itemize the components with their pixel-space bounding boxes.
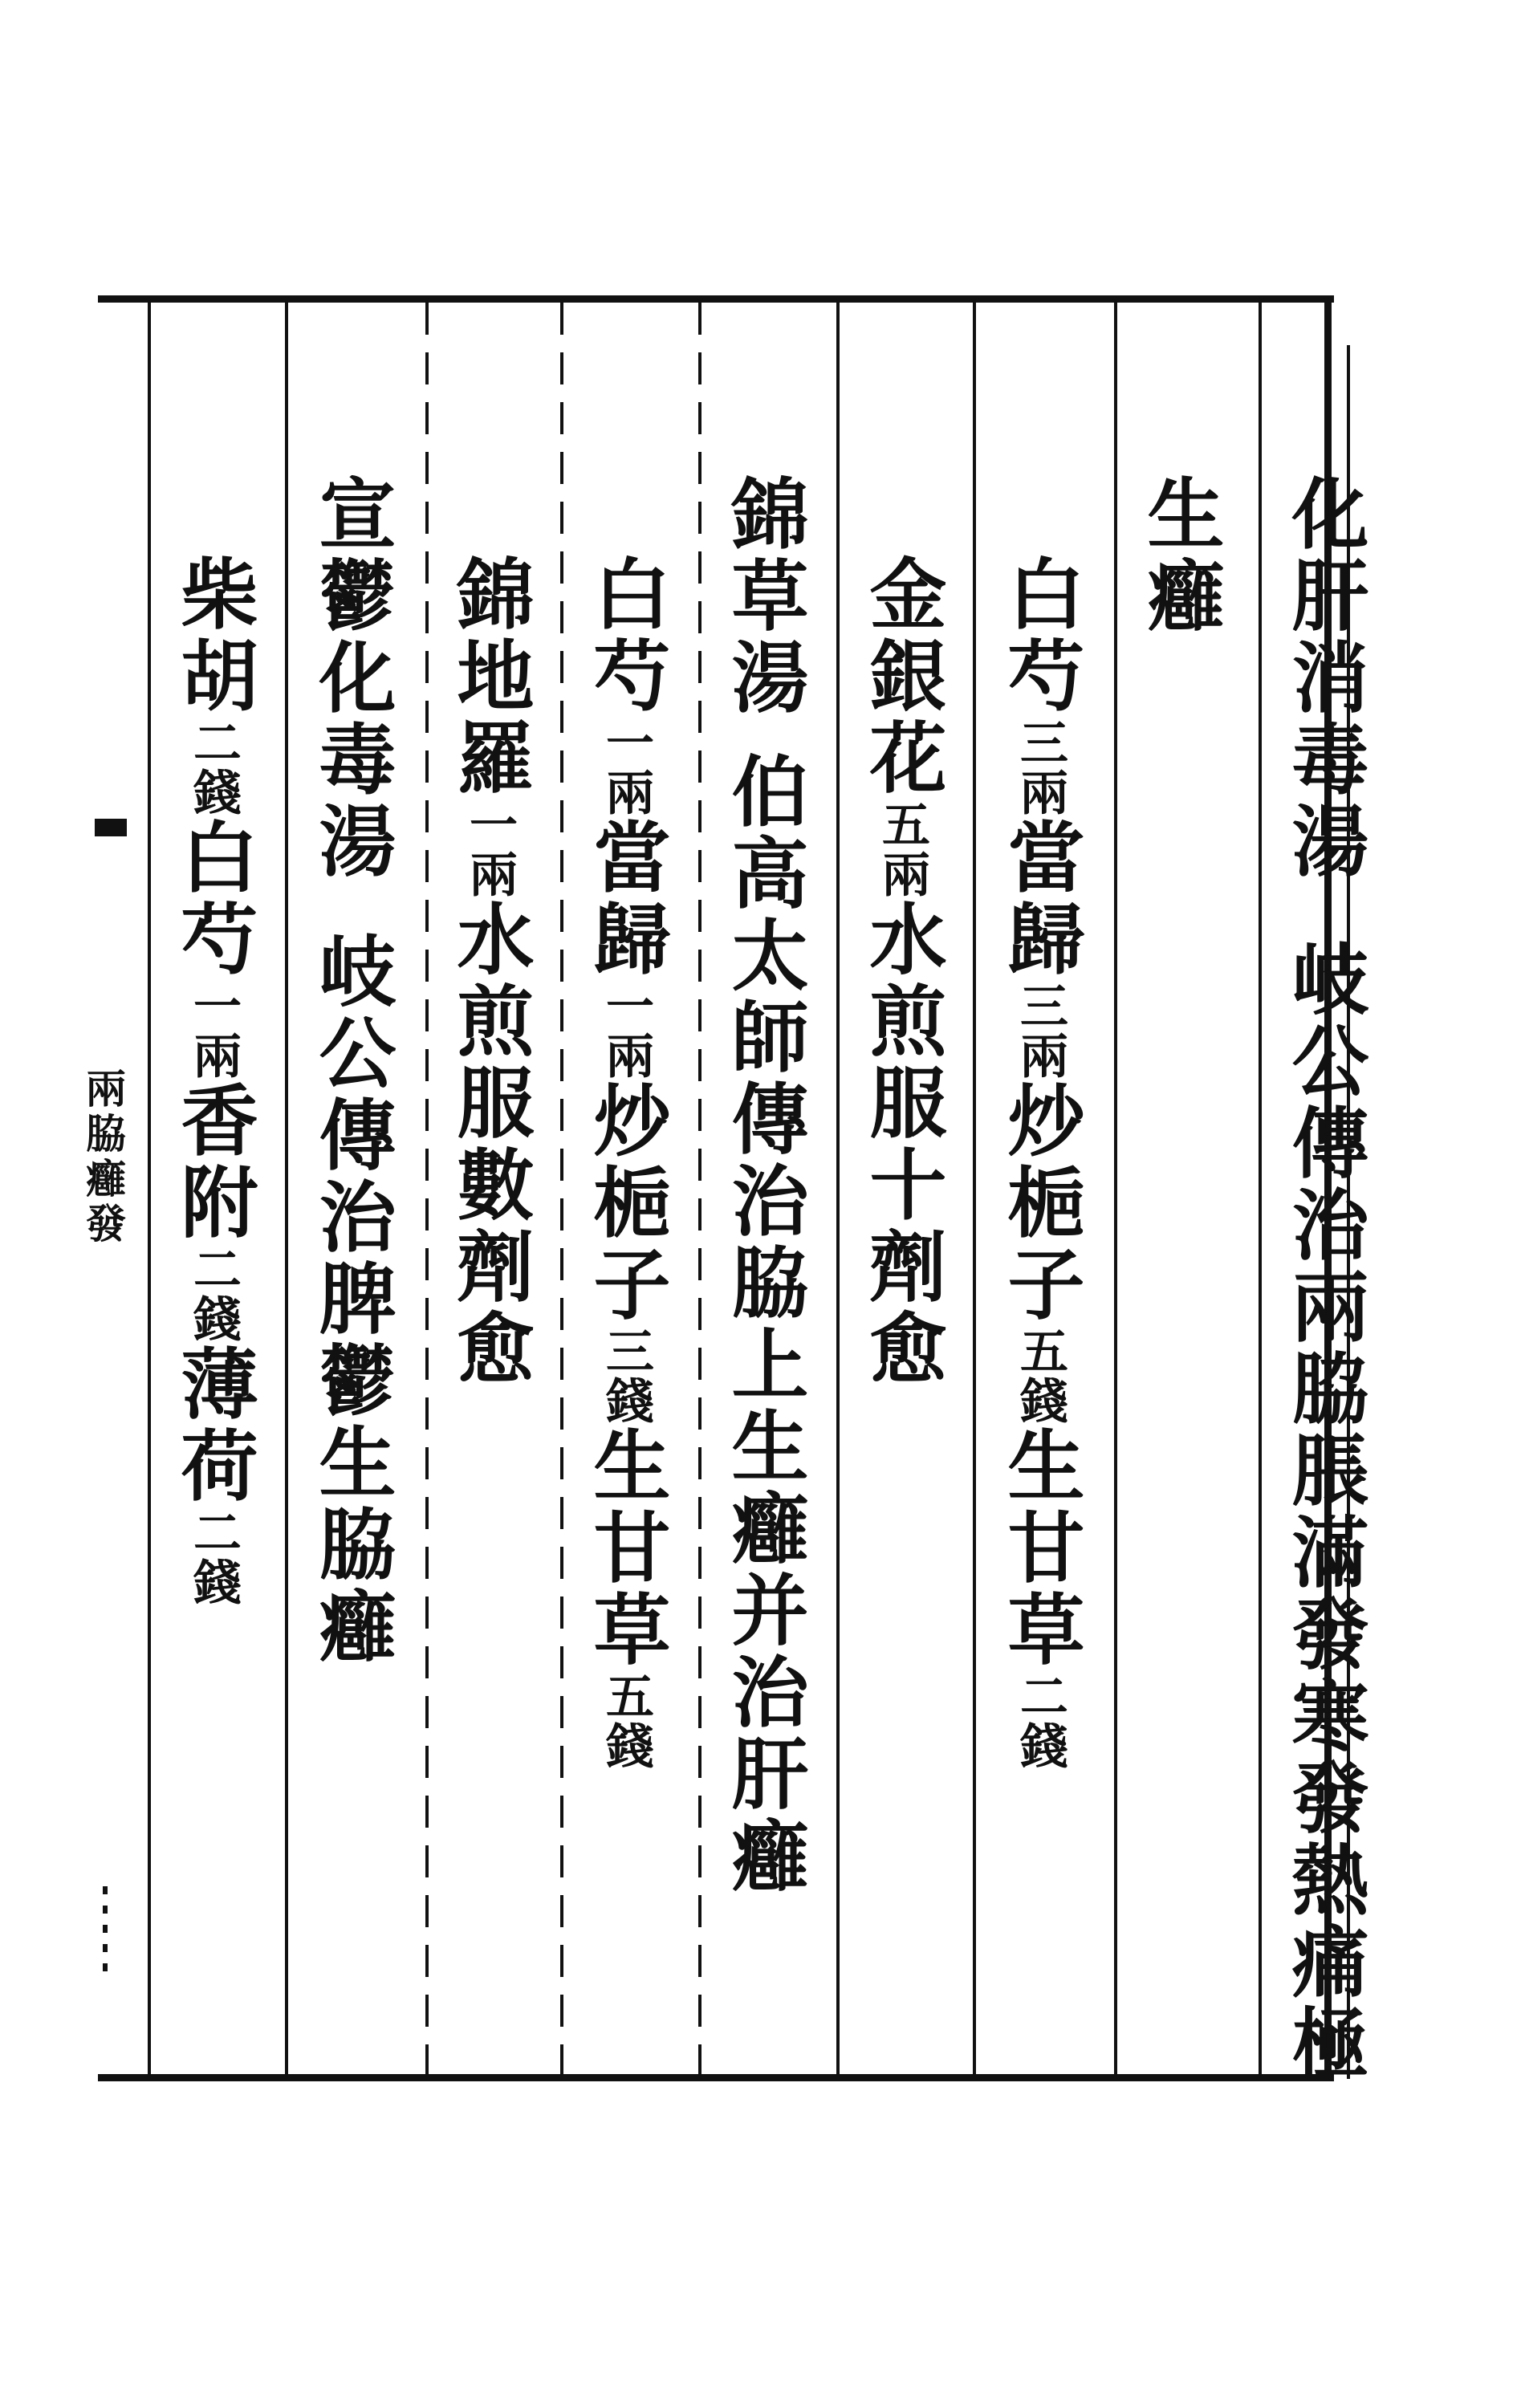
ingredient-name: 白芍: [169, 817, 259, 981]
ingredient-dose: 二錢: [185, 718, 242, 817]
column-rule: [1259, 303, 1262, 2075]
ingredient-dose: 一兩: [598, 981, 654, 1080]
column-formula-title-2: [716, 474, 812, 1898]
column-rule: [148, 303, 151, 2075]
ingredient-dose: 二錢: [1012, 1671, 1068, 1771]
formula-description: 岐公傳治兩脇脹滿發寒發熱痛極: [1279, 939, 1370, 2085]
column-ingredients-1: [992, 554, 1088, 1771]
ingredient-name: 白芍: [995, 554, 1086, 718]
ingredient-dose: 五錢: [598, 1671, 654, 1771]
ingredient-dose: 一兩: [185, 981, 242, 1080]
ingredient-dose: 二錢: [185, 1244, 242, 1344]
fishtail-mark: [95, 819, 127, 836]
column-formula-title-1: [1276, 474, 1372, 2085]
ingredient-name: 錦地羅: [445, 554, 535, 799]
ingredient-name: 當歸: [581, 817, 672, 981]
ingredient-dose: 三兩: [1012, 981, 1068, 1080]
ingredient-dose: 五錢: [1012, 1326, 1068, 1426]
ingredient-name: 柴胡: [169, 554, 259, 718]
ingredient-name: 薄荷: [169, 1344, 259, 1507]
column-rule: [425, 303, 429, 2075]
ingredient-dose: 一兩: [598, 718, 654, 817]
column-rule: [1114, 303, 1117, 2075]
ingredient-dose: 三兩: [1012, 718, 1068, 817]
formula-description: 岐公傳治脾鬱生脇癰: [307, 931, 397, 1668]
gutter-dots: [103, 1886, 108, 1975]
ingredient-dose: 二錢: [185, 1507, 242, 1607]
column-rule: [973, 303, 976, 2075]
formula-name: 化肝消毒湯: [1279, 474, 1370, 883]
ingredient-name: 炒梔子: [995, 1080, 1086, 1326]
ingredient-name: 香附: [169, 1080, 259, 1244]
column-rule: [698, 303, 702, 2075]
preparation-note: 水煎服數劑愈: [445, 899, 535, 1390]
column-rule: [285, 303, 288, 2075]
ingredient-name: 白芍: [581, 554, 672, 718]
description-continued: 生癰: [1135, 474, 1226, 637]
column-description-continued: [1132, 474, 1228, 637]
formula-description: 伯高太師傳治脇上生癰并治肝癰: [719, 751, 810, 1898]
preparation-note: 水煎服十劑愈: [857, 899, 948, 1390]
column-ingredients-2: [854, 554, 950, 1390]
column-ingredients-5: [165, 554, 262, 1607]
column-rule: [836, 303, 840, 2075]
column-ingredients-3: [578, 554, 674, 1771]
ingredient-name: 金銀花: [857, 554, 948, 799]
ingredient-name: 生甘草: [581, 1426, 672, 1671]
ingredient-dose: 一兩: [462, 799, 518, 899]
ingredient-dose: 五兩: [874, 799, 930, 899]
ingredient-name: 炒梔子: [581, 1080, 672, 1326]
gutter-section-title: 兩脇癰發: [79, 1068, 127, 1247]
formula-name: 錦草湯: [719, 474, 810, 719]
formula-name: 宣鬱化毒湯: [307, 474, 397, 883]
ingredient-name: 當歸: [995, 817, 1086, 981]
column-ingredients-4: [441, 554, 538, 1390]
column-rule: [560, 303, 563, 2075]
column-formula-title-3: [303, 474, 400, 1668]
ingredient-name: 生甘草: [995, 1426, 1086, 1671]
ingredient-dose: 三錢: [598, 1326, 654, 1426]
